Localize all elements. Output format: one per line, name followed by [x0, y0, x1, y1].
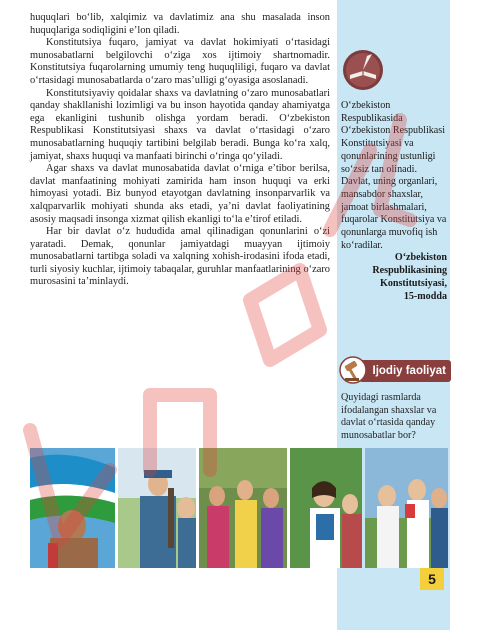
- photo-festival-women: [199, 448, 287, 568]
- photo-students: [290, 448, 362, 568]
- paragraph-5: Har bir davlat o‘z hududida amal qilinadigan qonunlarini o‘zi yaratadi. Demak, qonunlar jamiyatdagi muayyan ijtimoiy munosabatlarni tartibga soladi va xalqning xohish-irodasini ifoda etadi, turli siyosiy kuchlar, ijtimoiy tabaqalar, guruhlar manfaatlarining o‘zaro murosasini ta’minlaydi.: [30, 226, 330, 288]
- activity-question: Quyidagi rasmlarda ifodalangan shaxslar va davlat o‘rtasida qanday munosabatlar bor?: [341, 392, 437, 442]
- paragraph-2: Konstitutsiya fuqaro, jamiyat va davlat hokimiyati o‘rtasidagi munosabatlarni belgilovchi o‘ziga xos ijtimoiy shartnomadir. Konstitutsiya fuqarolarning umumiy teng huquqliligi, fuqaro va davlat o‘rtasidagi munosabatlarda o‘zaro mas’ulligi g‘oyasiga asoslanadi.: [30, 37, 330, 86]
- photo-flag-wrestler: [30, 448, 115, 568]
- quote-source-line-1: O‘zbekiston: [394, 252, 447, 264]
- book-quill-icon: [341, 48, 385, 92]
- photo-strip: [30, 448, 448, 568]
- quote-text: O‘zbekiston Respublikasida O‘zbekiston Respublikasi Konstitutsiyasi va qonunlarining ustunligi so‘zsiz tan olinadi. Davlat, uning organlari, mansabdor shaxslar, jamoat birlashmalari, fuqarolar Konstitutsiya va qonunlarga muvofiq ish ko‘radilar.: [341, 100, 447, 251]
- activity-title: Ijodiy faoliyat: [359, 360, 451, 382]
- quote-source-line-4: 15-modda: [403, 290, 447, 302]
- paragraph-4: Agar shaxs va davlat munosabatida davlat o‘rniga e’tibor berilsa, davlat manfaatining mohiyati zamirida ham inson huquqi va erki himoyasi yotadi. Biz bunyod etayotgan davlatning insonparvarlik va xalqparvarlik mohiyati shunda aks etadi, ya’ni davlat faoliyatining asosiy maqsadi insonga xizmat qilish ekanligi to‘la e’tirof etiladi.: [30, 163, 330, 225]
- quote-source-line-3: Konstitutsiyasi,: [379, 277, 447, 289]
- activity-header: [337, 356, 491, 384]
- main-text: [30, 12, 330, 289]
- page-number: 5: [420, 568, 444, 590]
- constitution-quote: [341, 100, 447, 303]
- gavel-icon: [339, 356, 369, 384]
- paragraph-3: Konstitutsiyaviy qoidalar shaxs va davlatning o‘zaro munosabatlari qanday shakllanishi lozimligi va bu inson hayotida qanday ahamiyatga ega ekanligini tushunib olishga yordam beradi. O‘zbekiston Respublikasi Konstitutsiyasi shaxs va davlat o‘rtasidagi o‘zaro munosabatlarning huquqiy tartibini belgilab beradi. Bunga ko‘ra xalq, jamiyat, shaxs huquqi va manfaati birinchi o‘ringa qo‘yiladi.: [30, 87, 330, 162]
- photo-cadet: [118, 448, 196, 568]
- photo-graduates: [365, 448, 448, 568]
- paragraph-1: huquqlari bo‘lib, xalqimiz va davlatimiz ana shu masalada inson huquqlariga sodiqligini e’lon qiladi.: [30, 12, 330, 36]
- quote-source-line-2: Respublikasining: [372, 265, 447, 277]
